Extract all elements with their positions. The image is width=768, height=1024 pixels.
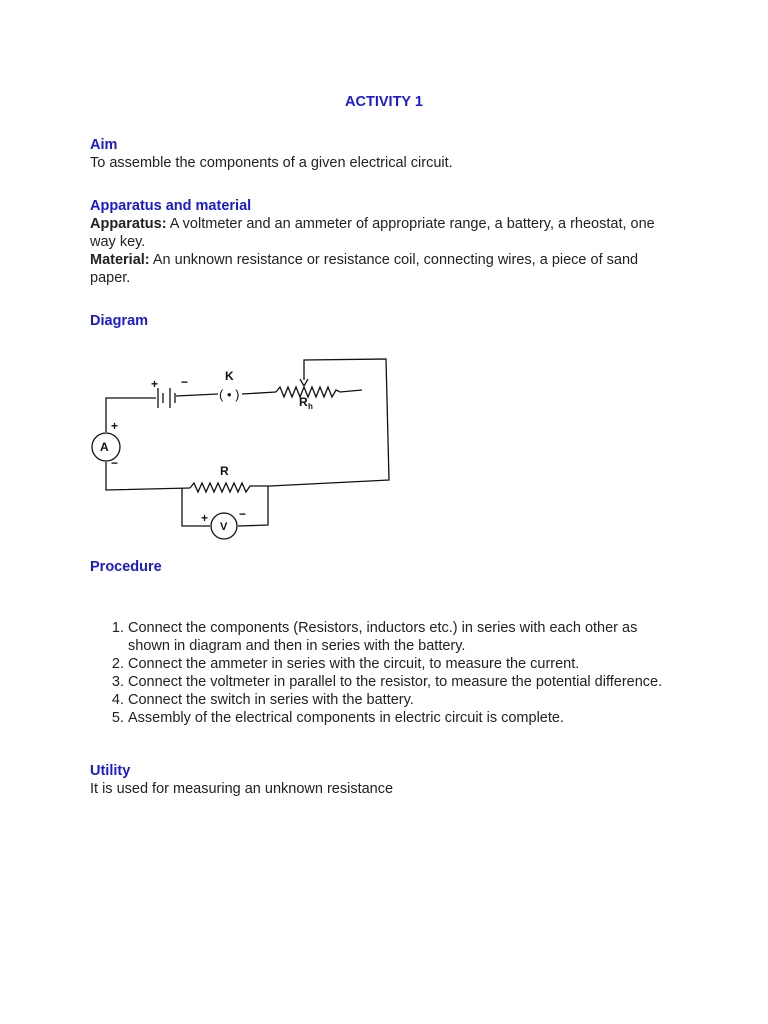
wire-battery-key: [176, 394, 218, 396]
material-label: Material:: [90, 252, 150, 268]
procedure-step: 5. Assembly of the electrical components in electric circuit is complete.: [128, 709, 680, 727]
resistor-coil: [190, 483, 270, 492]
rheostat-label: R: [299, 395, 308, 409]
diagram-heading: Diagram: [90, 313, 149, 329]
key-symbol: ( • ): [219, 387, 240, 402]
voltmeter-plus-label: +: [201, 511, 209, 525]
ammeter-minus-label: −: [111, 456, 119, 470]
procedure-heading: Procedure: [90, 559, 162, 575]
ammeter-label: A: [100, 440, 109, 454]
wire-key-rheostat: [242, 392, 276, 394]
material-paragraph: [90, 251, 680, 287]
apparatus-text: A voltmeter and an ammeter of appropriate range, a battery, a rheostat, one way key.: [90, 216, 655, 250]
procedure-list: [90, 619, 680, 727]
wire-right-loop: [270, 359, 389, 486]
utility-text: It is used for measuring an unknown resistance: [90, 781, 394, 797]
battery-minus-label: −: [181, 375, 189, 389]
circuit-diagram: [90, 350, 400, 550]
procedure-step: 2. Connect the ammeter in series with the circuit, to measure the current.: [128, 655, 680, 673]
utility-section: [90, 762, 680, 798]
document-title: ACTIVITY 1: [345, 94, 423, 110]
voltmeter-label: V: [220, 521, 228, 533]
aim-section: [90, 136, 680, 172]
voltmeter-minus-label: −: [239, 507, 247, 521]
rheostat-arrow: [300, 379, 308, 386]
diagram-section: [90, 312, 680, 330]
wire-left-bottom: [106, 462, 190, 490]
procedure-step: 4. Connect the switch in series with the battery.: [128, 691, 680, 709]
procedure-step: 3. Connect the voltmeter in parallel to the resistor, to measure the potential difference.: [128, 673, 680, 691]
rheostat-coil: [276, 387, 362, 397]
apparatus-label: Apparatus:: [90, 216, 167, 232]
utility-heading: Utility: [90, 763, 131, 779]
one-way-key: [219, 387, 239, 402]
procedure-step: 1. Connect the components (Resistors, inductors etc.) in series with each other as shown in diagram and then in series with the battery.: [128, 619, 680, 655]
aim-heading: Aim: [90, 137, 118, 153]
procedure-heading-block: [90, 558, 680, 576]
procedure-section: [90, 619, 680, 727]
aim-text: To assemble the components of a given electrical circuit.: [90, 155, 453, 171]
battery-plus-label: +: [151, 377, 159, 391]
material-text: An unknown resistance or resistance coil, connecting wires, a piece of sand paper.: [90, 252, 639, 286]
rheostat-subscript: h: [308, 402, 313, 411]
apparatus-paragraph: [90, 215, 680, 251]
ammeter-plus-label: +: [111, 419, 119, 433]
apparatus-section: [90, 197, 680, 287]
apparatus-heading: Apparatus and material: [90, 198, 252, 214]
resistor-label: R: [220, 464, 229, 478]
key-label: K: [225, 369, 234, 383]
